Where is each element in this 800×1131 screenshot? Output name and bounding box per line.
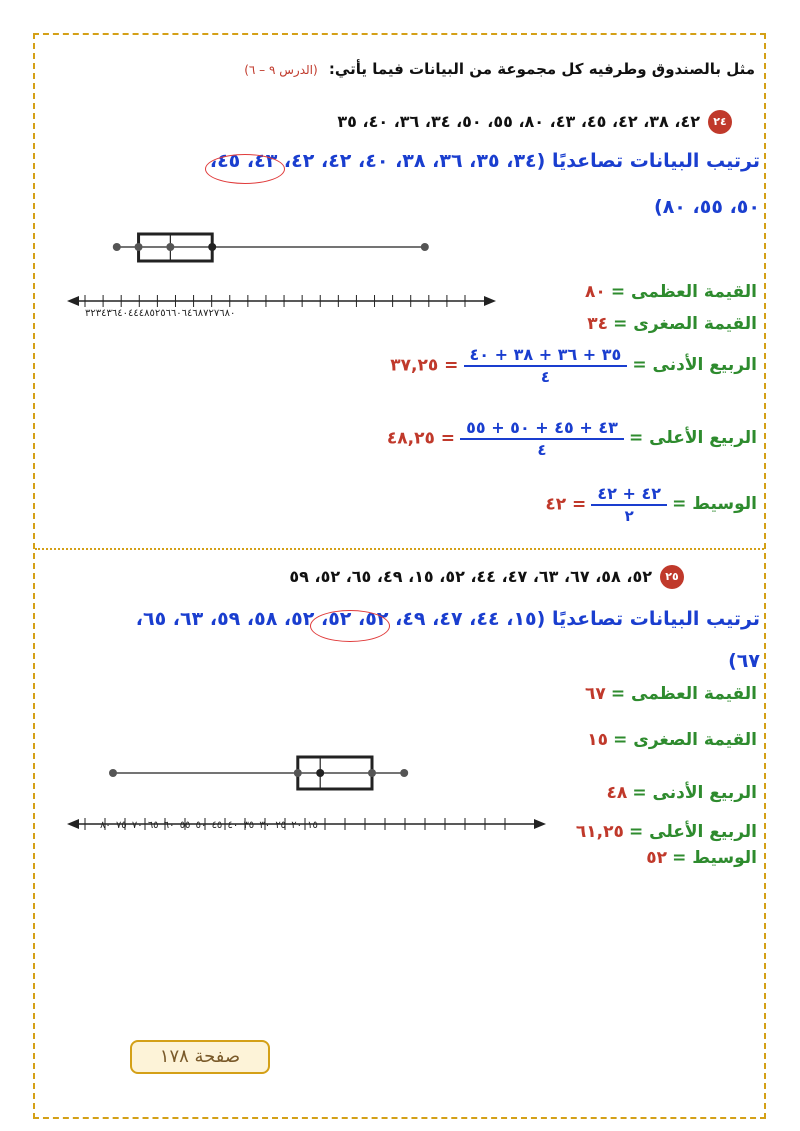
q25-min-row xyxy=(587,730,757,750)
q24-q3-fraction xyxy=(460,418,624,459)
q24-max-label: القيمة العظمى = xyxy=(610,282,757,302)
q24-min-row xyxy=(587,314,757,334)
q25-q1-point xyxy=(294,769,302,777)
q24-median-point xyxy=(166,243,174,251)
q25-sorted-line2: ٦٧) xyxy=(728,650,760,672)
q24-axis-left-arrow xyxy=(67,296,79,306)
q25-q1-row xyxy=(607,783,757,803)
q25-min-label: القيمة الصغرى = xyxy=(613,730,757,750)
q25-min-point xyxy=(109,769,117,777)
q25-median-point xyxy=(316,769,324,777)
q24-q3-denominator: ٤ xyxy=(537,441,547,459)
q24-max-row xyxy=(585,282,757,302)
q24-axis-right-arrow xyxy=(484,296,496,306)
q24-axis-labels: ٣٢٣٤٣٦٤٠٤٤٤٨٥٢٥٦٦٠٦٤٦٨٧٢٧٦٨٠ xyxy=(85,308,236,319)
q24-median-denominator: ٢ xyxy=(624,507,634,525)
q25-q1-value: ٤٨ xyxy=(606,783,628,803)
q24-q1-point xyxy=(135,243,143,251)
q24-q3-result: = ٤٨,٢٥ xyxy=(386,428,455,449)
q25-data: ٥٢، ٥٨، ٦٧، ٦٣، ٤٧، ٤٤، ٥٢، ١٥، ٤٩، ٦٥، ٥٢، ٥٩ xyxy=(289,567,652,586)
q24-min-value: ٣٤ xyxy=(587,314,609,334)
q24-data: ٤٢، ٣٨، ٤٢، ٤٥، ٤٣، ٨٠، ٥٥، ٥٠، ٣٤، ٣٦، ٤٠، ٣٥ xyxy=(337,112,700,131)
question-24-badge: ٢٤ xyxy=(708,110,732,134)
q24-q1-result: = ٣٧,٢٥ xyxy=(390,355,459,376)
q25-axis-left-arrow xyxy=(67,819,79,829)
q24-q1-fraction xyxy=(464,345,628,386)
q25-q3-value: ٦١,٢٥ xyxy=(575,822,624,842)
q24-sorted-line1: ترتيب البيانات تصاعديًا (٣٤، ٣٥، ٣٦، ٣٨، ٤٠، ٤٢، ٤٢، ٤٣، ٤٥، xyxy=(209,150,760,172)
q24-q1-numerator: ٣٥ + ٣٦ + ٣٨ + ٤٠ xyxy=(464,345,628,367)
q25-max-row xyxy=(585,684,757,704)
q25-max-value: ٦٧ xyxy=(585,684,606,704)
q24-max-point xyxy=(421,243,429,251)
q25-boxplot xyxy=(65,725,555,835)
q24-min-label: القيمة الصغرى = xyxy=(613,314,757,334)
q24-q3-row xyxy=(387,418,757,459)
q25-min-value: ١٥ xyxy=(587,730,609,750)
q25-q3-label: الربيع الأعلى = xyxy=(628,822,757,842)
q24-q3-label: الربيع الأعلى = xyxy=(628,428,757,448)
q25-q3-row xyxy=(576,822,757,842)
q24-min-point xyxy=(113,243,121,251)
question-25-badge: ٢٥ xyxy=(660,565,684,589)
q25-median-row xyxy=(646,848,757,868)
q24-q3-point xyxy=(208,243,216,251)
q25-median-value: ٥٢ xyxy=(646,848,667,868)
median-highlight-ring xyxy=(205,154,285,184)
q24-median-result: = ٤٢ xyxy=(545,494,587,515)
q24-q1-label: الربيع الأدنى = xyxy=(632,355,757,375)
lesson-reference: (الدرس ٩ – ٦) xyxy=(244,63,318,77)
q24-sorted-line2: ٥٠، ٥٥، ٨٠) xyxy=(654,196,760,218)
instruction-text: مثل بالصندوق وطرفيه كل مجموعة من البيانات فيما يأتي: xyxy=(328,60,755,78)
q24-median-row xyxy=(545,484,757,525)
q24-q3-numerator: ٤٣ + ٤٥ + ٥٠ + ٥٥ xyxy=(460,418,624,440)
q24-median-fraction xyxy=(591,484,667,525)
q25-sorted-line1: ترتيب البيانات تصاعديًا (١٥، ٤٤، ٤٧، ٤٩، ٥٢، ٥٢، ٥٢، ٥٨، ٥٩، ٦٣، ٦٥، xyxy=(135,608,760,630)
q25-axis-right-arrow xyxy=(534,819,546,829)
page-number-badge: صفحة ١٧٨ xyxy=(130,1040,270,1074)
q25-q3-point xyxy=(368,769,376,777)
q25-max-point xyxy=(400,769,408,777)
q25-axis-labels: ١٥ ٢٠ ٢٥ ٣٠ ٣٥ ٤٠ ٤٥ ٥٠ ٥٥ ٦٠ ٦٥ ٧٠ ٧٥ ٨٠ xyxy=(100,820,318,831)
q24-q1-row xyxy=(390,345,757,386)
q24-median-label: الوسيط = xyxy=(672,494,757,514)
instruction xyxy=(244,60,755,78)
section-divider xyxy=(35,548,764,550)
q25-max-label: القيمة العظمى = xyxy=(610,684,757,704)
q24-median-numerator: ٤٢ + ٤٢ xyxy=(591,484,667,506)
q25-q1-label: الربيع الأدنى = xyxy=(632,783,757,803)
median-highlight-ring xyxy=(310,610,390,642)
q25-median-label: الوسيط = xyxy=(672,848,757,868)
q24-q1-denominator: ٤ xyxy=(540,368,550,386)
q24-max-value: ٨٠ xyxy=(585,282,606,302)
